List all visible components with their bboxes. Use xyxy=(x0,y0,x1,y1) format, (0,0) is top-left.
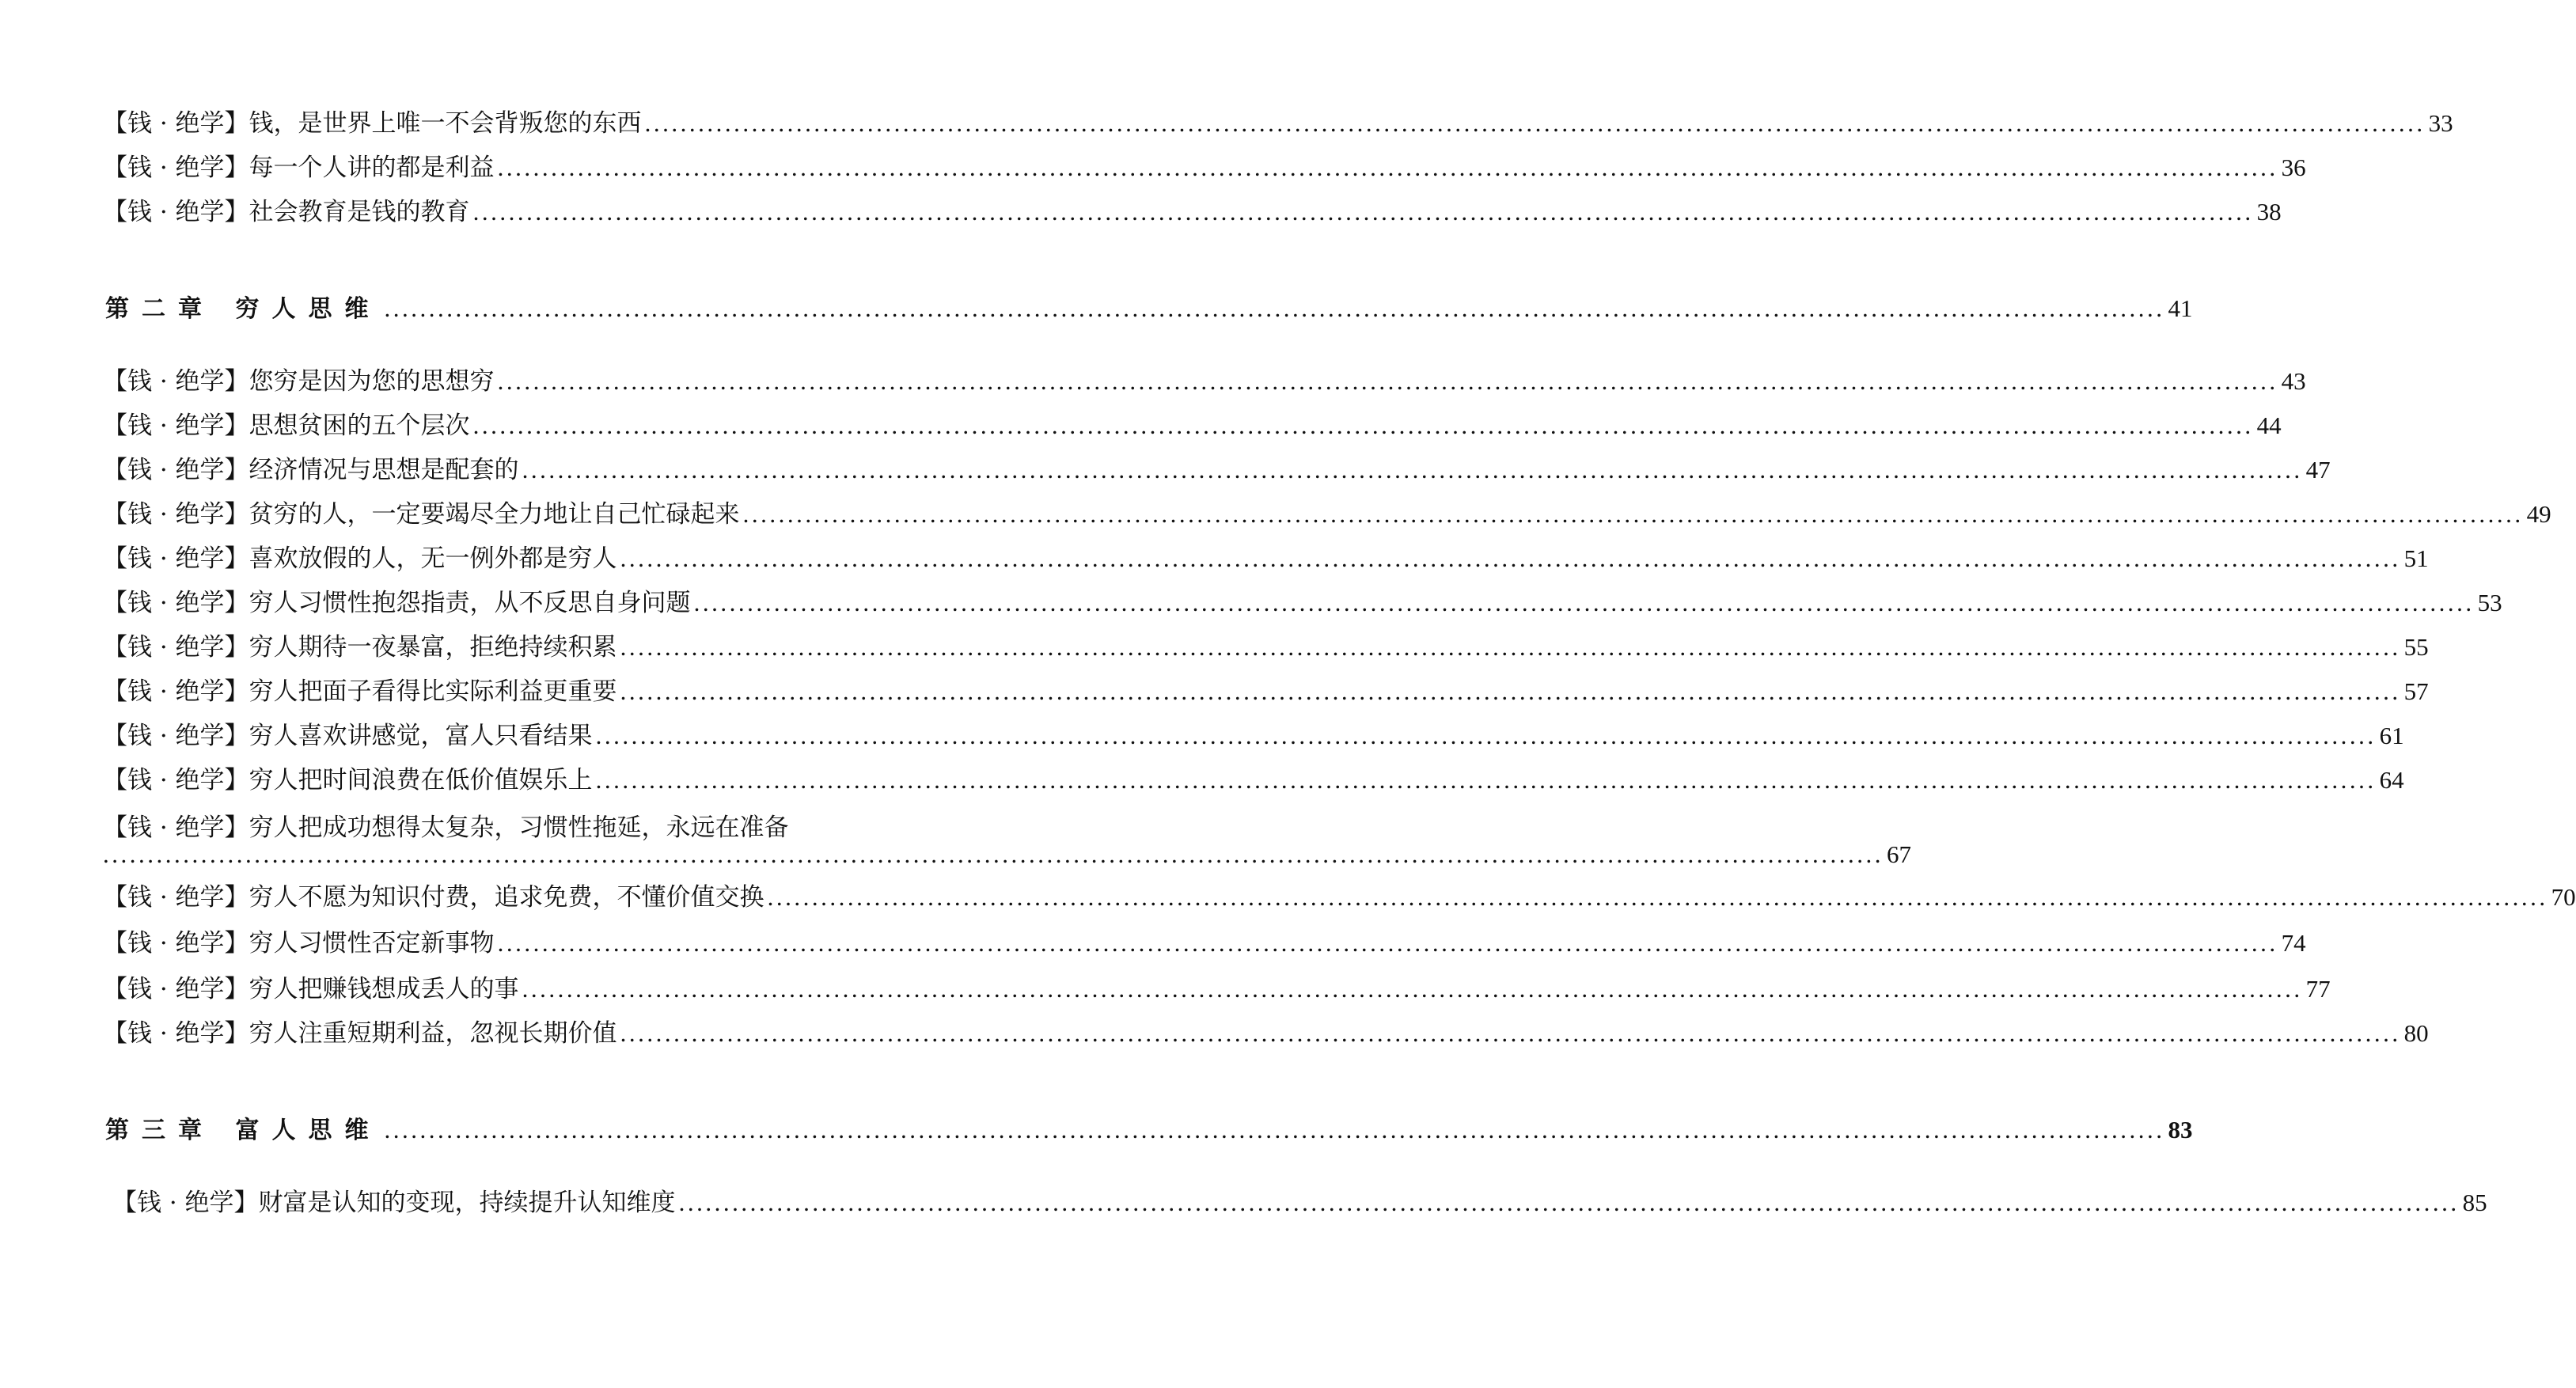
toc-entry-title: 【钱 · 绝学】财富是认知的变现，持续提升认知维度 xyxy=(112,1189,676,1217)
toc-entry[interactable] xyxy=(112,1187,2487,1219)
dot-leader: ........................................................................................................................................................................................................ xyxy=(767,883,2548,911)
toc-entry[interactable] xyxy=(103,499,2551,530)
toc-entry[interactable] xyxy=(103,108,2453,139)
toc-entry-title: 【钱 · 绝学】穷人习惯性抱怨指责，从不反思自身问题 xyxy=(103,589,691,617)
toc-page-number: 77 xyxy=(2305,975,2331,1003)
chapter-title: 第三章 富人思维 xyxy=(105,1117,381,1144)
dot-leader: ........................................................................................................................................................................................................ xyxy=(384,294,2165,322)
toc-entry-title: 【钱 · 绝学】穷人期待一夜暴富，拒绝持续积累 xyxy=(103,633,617,662)
dot-leader: ........................................................................................................................................................................................................ xyxy=(497,154,2278,181)
dot-leader: ........................................................................................................................................................................................................ xyxy=(620,544,2401,572)
toc-page-number: 64 xyxy=(2379,766,2404,794)
toc-page-number: 33 xyxy=(2428,109,2453,137)
toc-entry[interactable] xyxy=(103,410,2282,442)
dot-leader: ........................................................................................................................................................................................................ xyxy=(497,929,2278,957)
toc-entry-title: 【钱 · 绝学】喜欢放假的人，无一例外都是穷人 xyxy=(103,544,617,573)
toc-page-number: 49 xyxy=(2526,500,2551,528)
dot-leader: ........................................................................................................................................................................................................ xyxy=(620,677,2401,705)
toc-entry-title: 【钱 · 绝学】穷人把面子看得比实际利益更重要 xyxy=(103,677,617,706)
dot-leader: ........................................................................................................................................................................................................ xyxy=(595,766,2377,794)
toc-page-number: 51 xyxy=(2403,544,2429,572)
toc-chapter-heading[interactable] xyxy=(105,1114,2193,1146)
toc-entry[interactable] xyxy=(103,152,2306,184)
toc-entry-title: 【钱 · 绝学】每一个人讲的都是利益 xyxy=(103,154,495,182)
dot-leader: ........................................................................................................................................................................................................ xyxy=(693,589,2475,616)
toc-chapter-heading[interactable] xyxy=(105,293,2193,324)
toc-page-number: 47 xyxy=(2305,456,2331,484)
toc-entry-title: 【钱 · 绝学】钱，是世界上唯一不会背叛您的东西 xyxy=(103,109,642,138)
dot-leader: ........................................................................................................................................................................................................ xyxy=(472,411,2254,439)
toc-entry-title: 【钱 · 绝学】社会教育是钱的教育 xyxy=(103,198,470,226)
toc-entry-title: 【钱 · 绝学】穷人把赚钱想成丢人的事 xyxy=(103,975,519,1003)
toc-entry[interactable] xyxy=(103,366,2306,397)
chapter-page-number: 83 xyxy=(2168,1116,2193,1143)
toc-page-number: 38 xyxy=(2256,198,2282,226)
toc-entry-title: 【钱 · 绝学】您穷是因为您的思想穷 xyxy=(103,367,495,396)
toc-page-number: 61 xyxy=(2379,722,2404,749)
toc-entry-title: 【钱 · 绝学】穷人把时间浪费在低价值娱乐上 xyxy=(103,766,593,794)
toc-page-number: 80 xyxy=(2403,1019,2429,1047)
toc-entry-title: 【钱 · 绝学】穷人注重短期利益，忽视长期价值 xyxy=(103,1019,617,1048)
toc-entry[interactable] xyxy=(103,973,2331,1005)
toc-entry-wrapped-title[interactable]: 【钱 · 绝学】穷人把成功想得太复杂，习惯性拖延，永远在准备 xyxy=(103,813,789,842)
toc-page-number: 44 xyxy=(2256,411,2282,439)
toc-entry-title: 【钱 · 绝学】穷人不愿为知识付费，追求免费，不懂价值交换 xyxy=(103,883,764,912)
toc-entry[interactable] xyxy=(103,543,2429,575)
toc-page-number: 70 xyxy=(2551,883,2576,911)
dot-leader: ........................................................................................................................................................................................................ xyxy=(384,1116,2165,1143)
toc-entry[interactable] xyxy=(103,631,2429,663)
toc-page-number: 53 xyxy=(2477,589,2502,616)
chapter-page-number: 41 xyxy=(2168,294,2193,322)
toc-page-number: 43 xyxy=(2281,367,2306,395)
dot-leader: ........................................................................................................................................................................................................ xyxy=(522,456,2303,484)
toc-page-number: 57 xyxy=(2403,677,2429,705)
toc-entry-title: 【钱 · 绝学】经济情况与思想是配套的 xyxy=(103,456,519,484)
toc-entry-title: 【钱 · 绝学】思想贫困的五个层次 xyxy=(103,411,470,440)
toc-entry-title: 【钱 · 绝学】贫穷的人，一定要竭尽全力地让自己忙碌起来 xyxy=(103,500,740,529)
chapter-title: 第二章 穷人思维 xyxy=(105,295,381,323)
dot-leader: ........................................................................................................................................................................................................ xyxy=(620,1019,2401,1047)
toc-entry[interactable] xyxy=(103,1018,2429,1049)
dot-leader: ........................................................................................................................................................................................................ xyxy=(472,198,2254,226)
toc-page-number: 55 xyxy=(2403,633,2429,661)
dot-leader: ........................................................................................................................................................................................................ xyxy=(103,840,1884,868)
toc-entry[interactable] xyxy=(103,927,2306,959)
toc-entry[interactable] xyxy=(103,454,2331,486)
toc-entry-title: 【钱 · 绝学】穷人习惯性否定新事物 xyxy=(103,929,495,958)
dot-leader: ........................................................................................................................................................................................................ xyxy=(678,1189,2460,1216)
dot-leader: ........................................................................................................................................................................................................ xyxy=(742,500,2524,528)
dot-leader: ........................................................................................................................................................................................................ xyxy=(522,975,2303,1003)
toc-entry[interactable] xyxy=(103,882,2576,913)
dot-leader: ........................................................................................................................................................................................................ xyxy=(497,367,2278,395)
toc-entry[interactable] xyxy=(103,676,2429,707)
toc-entry[interactable] xyxy=(103,764,2404,796)
toc-page-number: 36 xyxy=(2281,154,2306,181)
toc-entry[interactable] xyxy=(103,720,2404,752)
toc-entry[interactable] xyxy=(103,587,2502,619)
toc-entry-title: 【钱 · 绝学】穷人喜欢讲感觉，富人只看结果 xyxy=(103,722,593,750)
toc-entry[interactable] xyxy=(103,196,2282,228)
toc-page-number: 67 xyxy=(1887,840,1911,868)
toc-page-number: 74 xyxy=(2281,929,2306,957)
dot-leader: ........................................................................................................................................................................................................ xyxy=(620,633,2401,661)
dot-leader: ........................................................................................................................................................................................................ xyxy=(644,109,2426,137)
toc-page-number: 85 xyxy=(2462,1189,2487,1216)
dot-leader: ........................................................................................................................................................................................................ xyxy=(595,722,2377,749)
toc-entry-wrapped-continuation[interactable] xyxy=(103,839,1911,870)
